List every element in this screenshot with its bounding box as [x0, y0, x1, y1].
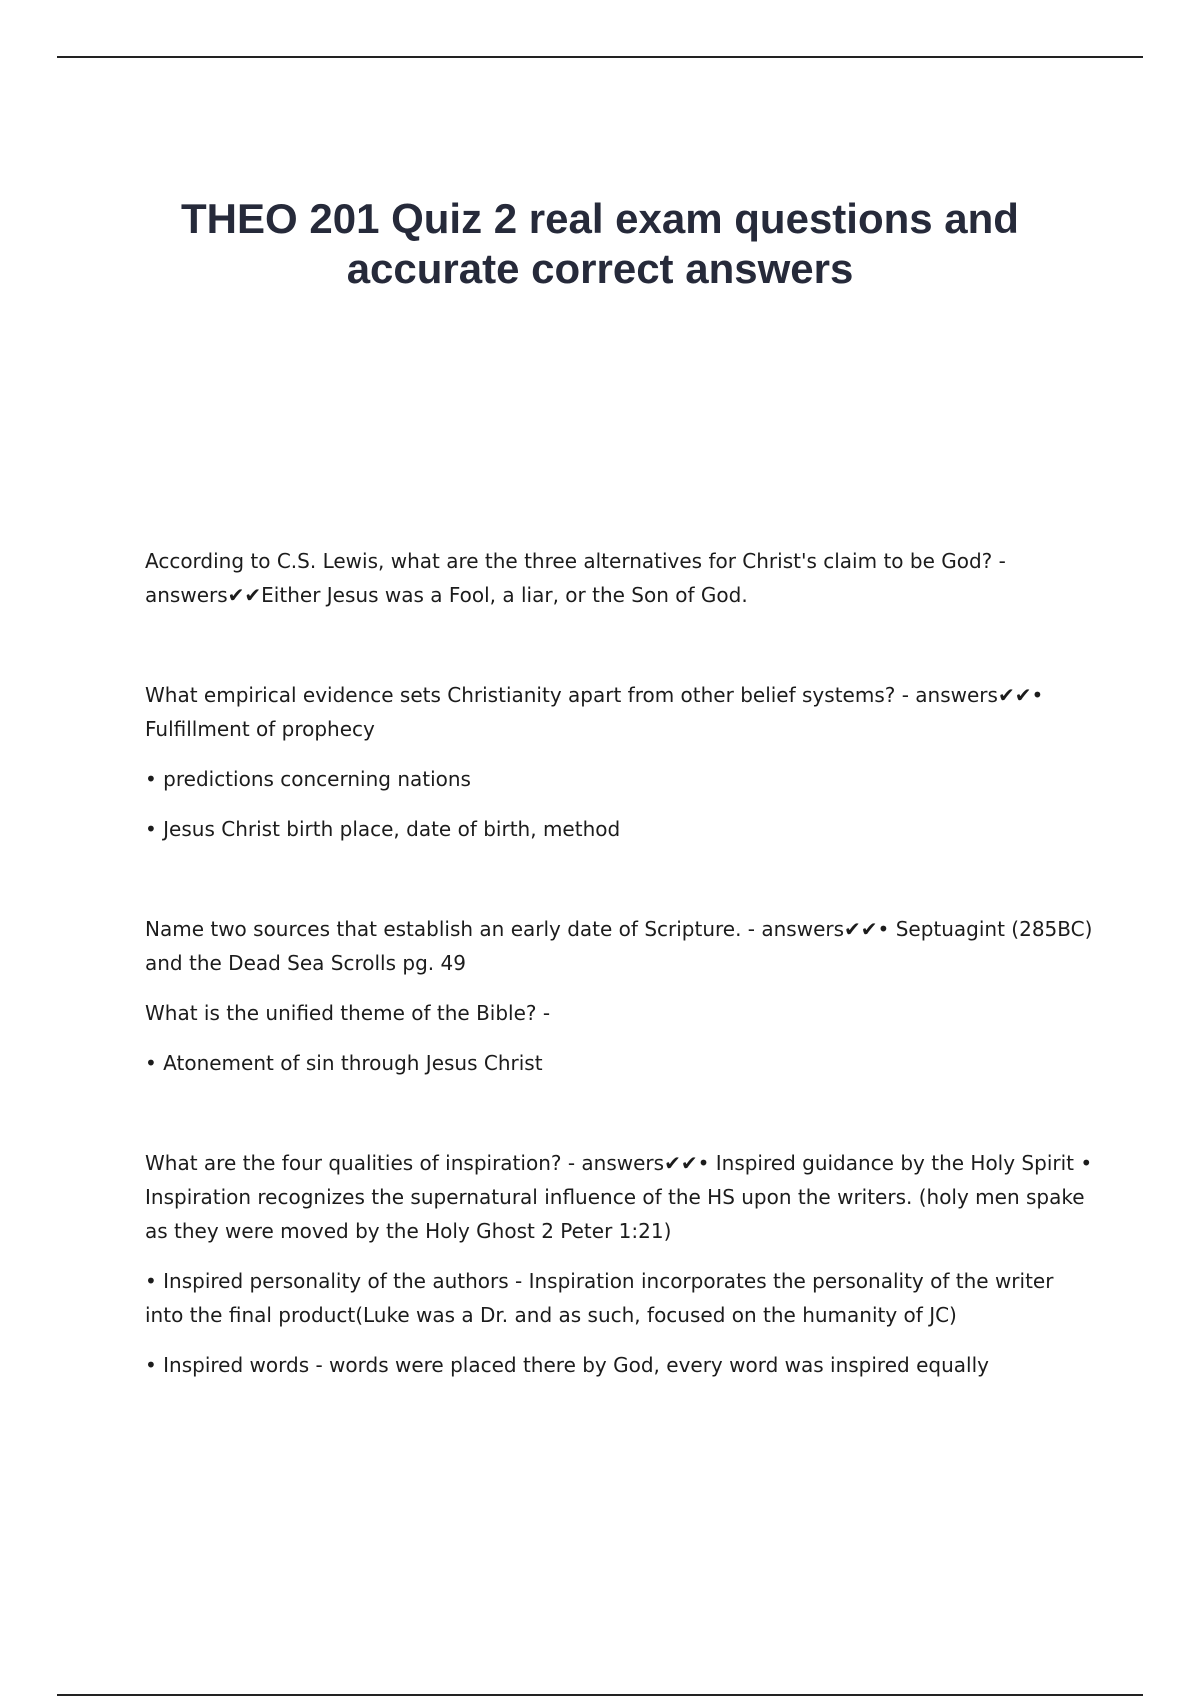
bullet-inspired-words: • Inspired words - words were placed there by God, every word was inspired equally [145, 1353, 989, 1377]
document-body [145, 544, 1095, 1398]
question-lewis-alternatives: According to C.S. Lewis, what are the three alternatives for Christ's claim to be God? - answers✔✔Either Jesus was a Fool, a liar, or the Son of God. [145, 549, 1006, 607]
bullet-atonement: • Atonement of sin through Jesus Christ [145, 1051, 543, 1075]
question-qualities-inspiration: What are the four qualities of inspiration? - answers✔✔• Inspired guidance by the Holy Spirit • Inspiration recognizes the supernatural influence of the HS upon the writers. (holy men spake as they were moved by the Holy Ghost 2 Peter 1:21) [145, 1151, 1093, 1243]
document-title: THEO 201 Quiz 2 real exam questions and accurate correct answers [181, 195, 1019, 292]
bullet-inspired-personality: • Inspired personality of the authors - Inspiration incorporates the personality of the writer into the final product(Luke was a Dr. and as such, focused on the humanity of JC) [145, 1269, 1054, 1327]
bullet-predictions-nations: • predictions concerning nations [145, 767, 471, 791]
question-empirical-evidence: What empirical evidence sets Christianity apart from other belief systems? - answers✔✔• Fulfillment of prophecy [145, 683, 1044, 741]
question-unified-theme: What is the unified theme of the Bible? - [145, 1001, 551, 1025]
header-divider [57, 56, 1143, 58]
question-early-date-scripture: Name two sources that establish an early date of Scripture. - answers✔✔• Septuagint (285BC) and the Dead Sea Scrolls pg. 49 [145, 917, 1093, 975]
bullet-jesus-birth: • Jesus Christ birth place, date of birth, method [145, 817, 621, 841]
footer-divider [57, 1694, 1143, 1696]
